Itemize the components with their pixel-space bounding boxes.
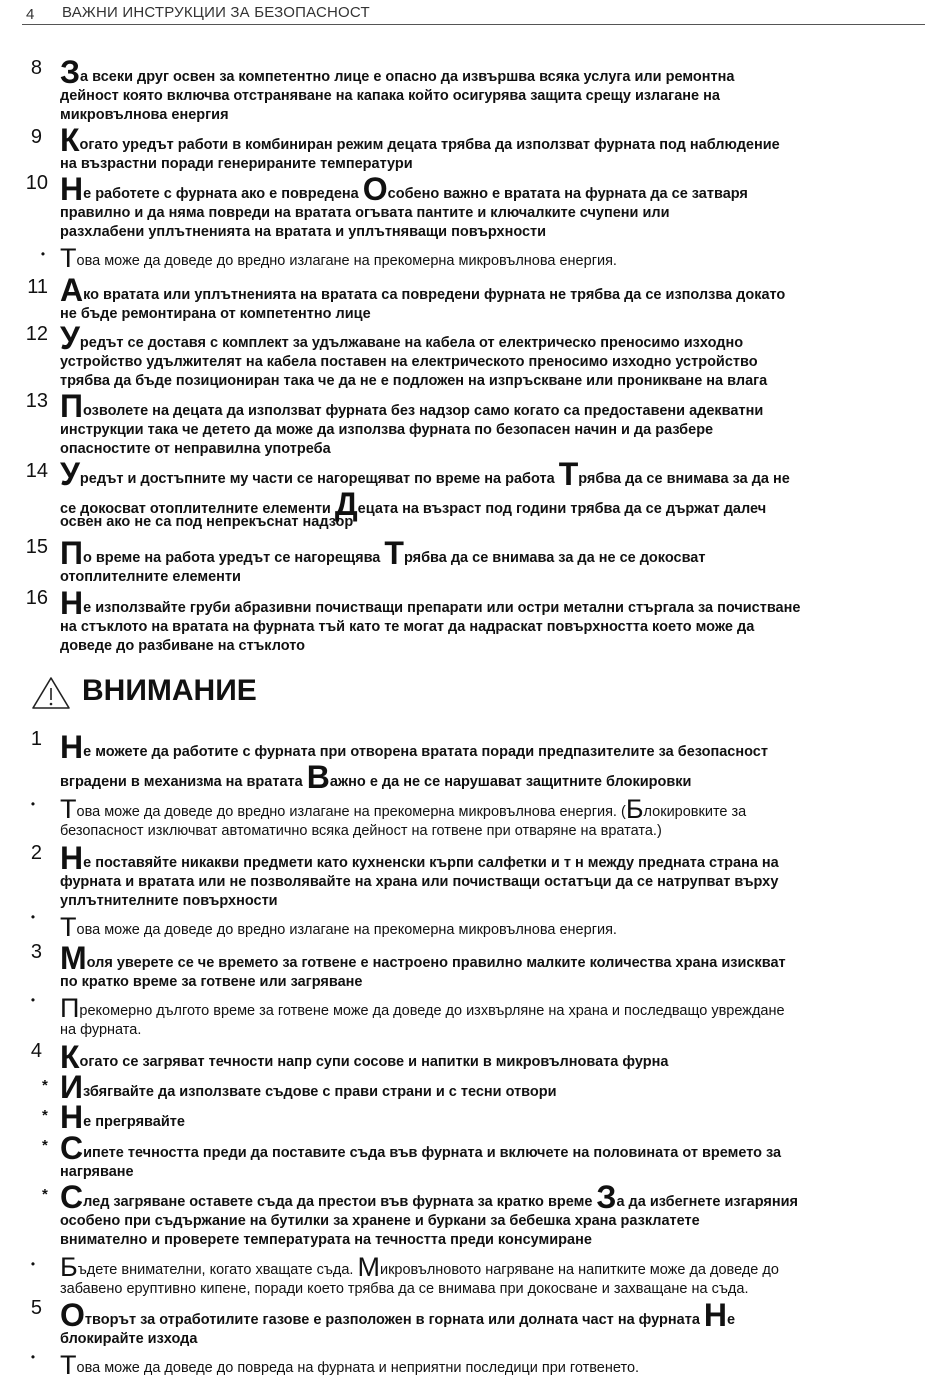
bullet-icon: • [40, 247, 46, 261]
item-number: 12 [25, 323, 48, 345]
caution-subitem: След загряване оставете съда да престои във фурната за кратко време За да избегнете изгаряния особено при съдържание на бутилки за хранене и буркани за бебешка храна разклатете внимателно и проверете температурата на течността преди консумиране [60, 1179, 798, 1248]
caution-text: Отворът за отработилите газове е разположен в горната или долната част на фурната Не блокирайте изхода [60, 1297, 736, 1347]
item-number: 16 [25, 587, 48, 609]
caution-text: Не поставяйте никакви предмети като кухненски кърпи салфетки и т н между предната страна на фурната и вратата или не позволявайте на храна или почистващи остатъци да се натрупват върху уплътнителните повърхности [60, 840, 779, 909]
caution-note: Бъдете внимателни, когато хващате съда. Микровълновото нагряване на напитките може да доведе до забавено еруптивно кипене, поради което трябва да се внимава при докосване и захващане на съда. [60, 1252, 779, 1297]
item-text: По време на работа уредът се нагорещява Трябва да се внимава за да не се докосват отоплителните елементи [60, 535, 706, 585]
caution-note: Това може да доведе до повреда на фурната и неприятни последици при готвенето. [60, 1350, 640, 1380]
caution-heading: ВНИМАНИЕ [82, 674, 257, 707]
item-number: 15 [25, 536, 48, 558]
item-number: 8 [30, 57, 42, 79]
item-number: 10 [25, 172, 48, 194]
item-text: Уредът и достъпните му части се нагорещяват по време на работа Трябва да се внимава за да не се докосват отоплителните елементи Децата на възраст под години трябва да се държат далеч [60, 456, 790, 522]
bullet-icon: • [30, 1257, 36, 1271]
caution-note: Това може да доведе до вредно излагане на прекомерна микровълнова енергия. (Блокировките за безопасност изключват автоматично всяка дейност на готвене при отваряне на вратата.) [60, 794, 747, 839]
caution-number: 3 [30, 941, 42, 963]
caution-text: Когато се загряват течности напр супи сосове и напитки в микровълновата фурна [60, 1039, 669, 1075]
page-title: ВАЖНИ ИНСТРУКЦИИ ЗА БЕЗОПАСНОСТ [62, 4, 370, 21]
item-text: Когато уредът работи в комбиниран режим децата трябва да използват фурната под наблюдение на възрастни поради генерираните температури [60, 122, 780, 172]
item-number: 13 [25, 390, 48, 412]
caution-number: 5 [30, 1297, 42, 1319]
caution-text: Моля уверете се че времето за готвене е настроено правилно малките количества храна изискват по кратко време за готвене или загряване [60, 940, 786, 990]
item-text-continued: освен ако не са под непрекъснат надзор [60, 514, 354, 530]
caution-number: 1 [30, 728, 42, 750]
asterisk-icon: * [42, 1137, 48, 1154]
item-text: За всеки друг освен за компетентно лице е опасно да извършва всяка услуга или ремонтна дейност която включва отстраняване на капака който осигурява защита срещу излагане на микровълнова енергия [60, 54, 735, 123]
note-text: Това може да доведе до вредно излагане на прекомерна микровълнова енергия. [60, 243, 617, 273]
caution-number: 4 [30, 1040, 42, 1062]
item-text: Не работете с фурната ако е повредена Особено важно е вратата на фурната да се затваря правилно и да няма повреди на вратата огъвата пантите и ключалките счупени или разхлабени уплътненията на вратата и уплътняващи повърхности [60, 171, 748, 240]
bullet-icon: • [30, 797, 36, 811]
item-number: 14 [25, 460, 48, 482]
bullet-icon: • [30, 1350, 36, 1364]
caution-text: Не можете да работите с фурната при отворена вратата поради предпазителите за безопасност вградени в механизма на вратата Важно е да не се нарушават защитните блокировки [60, 729, 768, 795]
page-number: 4 [26, 6, 35, 23]
item-text: Не използвайте груби абразивни почистващи препарати или остри метални стъргала за почистване на стъклото на вратата на фурната тъй като те могат да надраскат повърхността което може да доведе до разбиване на стъклото [60, 585, 801, 654]
caution-note: Прекомерно дългото време за готвене може да доведе до изхвърляне на храна и последващо увреждане на фурната. [60, 993, 785, 1038]
page-header [22, 4, 925, 25]
item-number: 11 [27, 276, 48, 298]
asterisk-icon: * [42, 1107, 48, 1124]
caution-subitem: Сипете течността преди да поставите съда във фурната и включете на половината от времето за нагряване [60, 1130, 782, 1180]
asterisk-icon: * [42, 1186, 48, 1203]
item-text: Ако вратата или уплътненията на вратата са повредени фурната не трябва да се използва докато не бъде ремонтирана от компетентно лице [60, 272, 786, 322]
caution-number: 2 [30, 842, 42, 864]
caution-subitem: Избягвайте да използвате съдове с прави страни и с тесни отвори [60, 1069, 557, 1105]
bullet-icon: • [30, 993, 36, 1007]
item-text: Позволете на децата да използват фурната без надзор само когато са предоставени адекватни инструкции така че детето да може да използва фурната по безопасен начин и да разбере опасностите от неправилна употреба [60, 388, 764, 457]
item-number: 9 [30, 126, 42, 148]
caution-subitem: Не прегрявайте [60, 1099, 185, 1135]
asterisk-icon: * [42, 1077, 48, 1094]
item-text: Уредът се доставя с комплект за удължаване на кабела от електрическо преносимо изходно устройство удължителят на кабела поставен на електрическото преносимо изходно устройство трябва да бъде позициониран така че да не е подложен на изпръскване или проникване на влага [60, 320, 768, 389]
warning-triangle-icon [30, 675, 72, 711]
caution-note: Това може да доведе до вредно излагане на прекомерна микровълнова енергия. [60, 912, 617, 942]
bullet-icon: • [30, 910, 36, 924]
